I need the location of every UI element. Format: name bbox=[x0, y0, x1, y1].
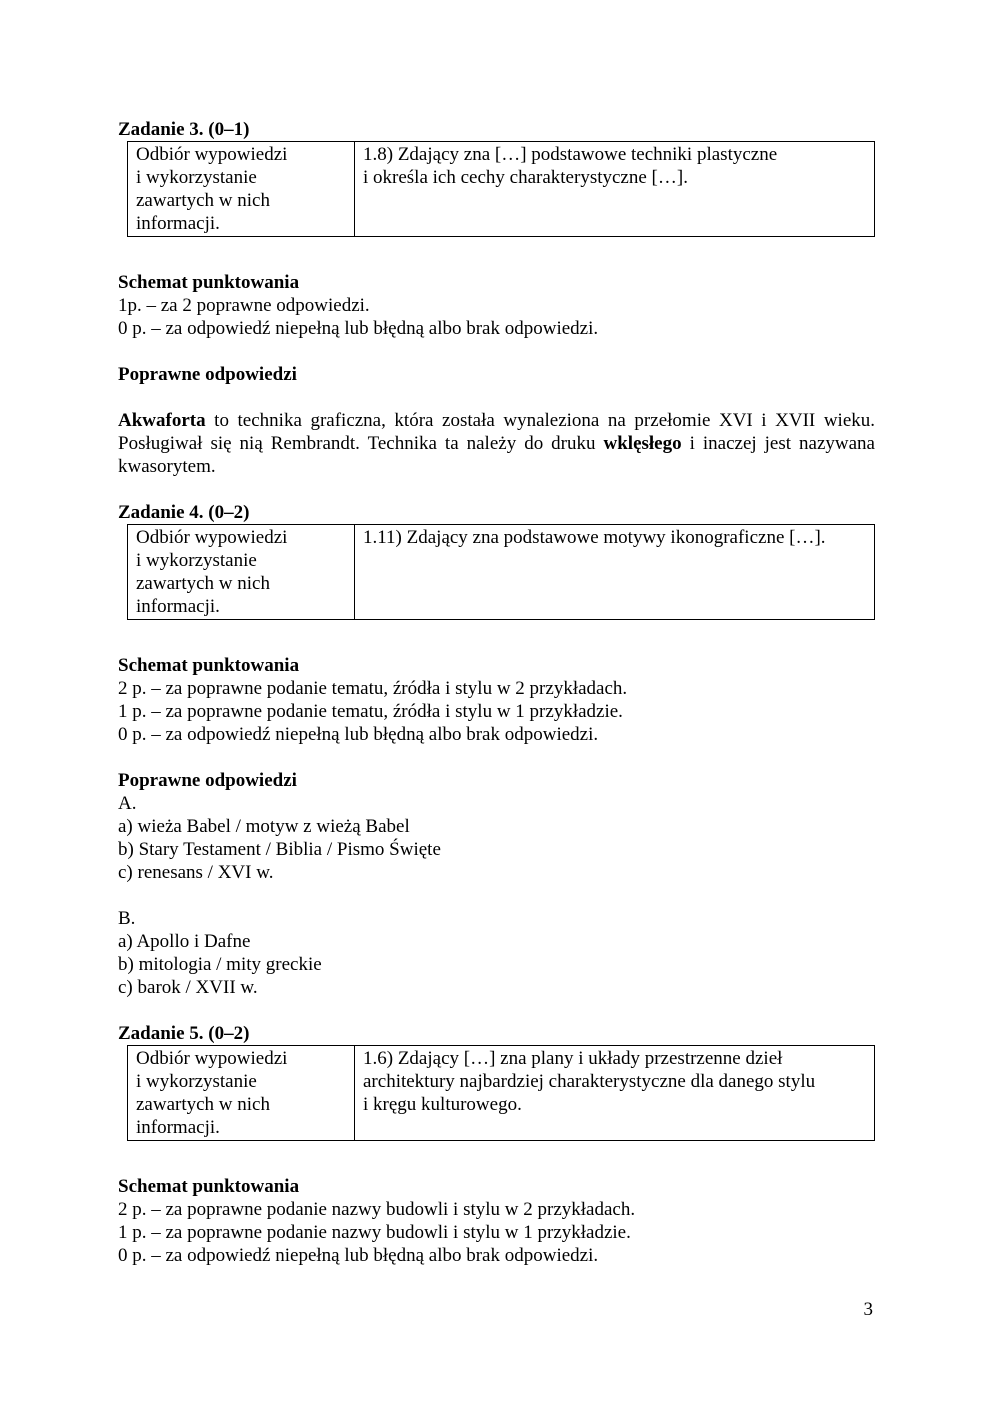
task-4-scoring-heading: Schemat punktowania bbox=[118, 655, 300, 676]
answer-bold-term: Akwaforta bbox=[118, 410, 206, 431]
document-page bbox=[118, 118, 875, 1267]
requirement-line: zawartych w nich bbox=[136, 190, 270, 211]
scoring-line: 0 p. – za odpowiedź niepełną lub błędną albo brak odpowiedzi. bbox=[118, 318, 599, 339]
answer-line: b) mitologia / mity greckie bbox=[118, 954, 322, 975]
task-5-scoring-heading: Schemat punktowania bbox=[118, 1176, 300, 1197]
task-3-general-requirement bbox=[128, 142, 355, 237]
requirement-line: i wykorzystanie bbox=[136, 1071, 257, 1092]
requirement-line: i wykorzystanie bbox=[136, 550, 257, 571]
requirement-line: 1.6) Zdający […] zna plany i układy przestrzenne dzieł bbox=[363, 1048, 783, 1069]
task-5-general-requirement bbox=[128, 1046, 355, 1141]
answer-line: c) renesans / XVI w. bbox=[118, 862, 274, 883]
task-5-requirements-table bbox=[127, 1045, 875, 1141]
requirement-line: i określa ich cechy charakterystyczne […]. bbox=[363, 167, 688, 188]
requirement-line: 1.11) Zdający zna podstawowe motywy ikonograficzne […]. bbox=[363, 527, 826, 548]
requirement-line: Odbiór wypowiedzi bbox=[136, 144, 288, 165]
answer-text: i inaczej jest nazywana kwasorytem. bbox=[118, 433, 875, 477]
scoring-line: 0 p. – za odpowiedź niepełną lub błędną albo brak odpowiedzi. bbox=[118, 1245, 599, 1266]
requirement-line: Odbiór wypowiedzi bbox=[136, 527, 288, 548]
task-3-title: Zadanie 3. (0–1) bbox=[118, 119, 250, 140]
task-3-specific-requirement bbox=[355, 142, 875, 237]
answer-line: a) Apollo i Dafne bbox=[118, 931, 251, 952]
requirement-line: informacji. bbox=[136, 596, 220, 617]
answer-line: b) Stary Testament / Biblia / Pismo Święte bbox=[118, 839, 441, 860]
task-3-scoring-heading: Schemat punktowania bbox=[118, 272, 300, 293]
scoring-line: 2 p. – za poprawne podanie tematu, źródła i stylu w 2 przykładach. bbox=[118, 678, 628, 699]
answer-line: a) wieża Babel / motyw z wieżą Babel bbox=[118, 816, 410, 837]
task-3-answers-heading: Poprawne odpowiedzi bbox=[118, 364, 297, 385]
requirement-line: architektury najbardziej charakterystyczne dla danego stylu bbox=[363, 1071, 816, 1092]
answer-group-label: A. bbox=[118, 793, 137, 814]
task-5-title: Zadanie 5. (0–2) bbox=[118, 1023, 250, 1044]
answer-group-label: B. bbox=[118, 908, 136, 929]
scoring-line: 1 p. – za poprawne podanie nazwy budowli i stylu w 1 przykładzie. bbox=[118, 1222, 631, 1243]
requirement-line: informacji. bbox=[136, 213, 220, 234]
task-4-specific-requirement bbox=[355, 525, 875, 620]
requirement-line: zawartych w nich bbox=[136, 1094, 270, 1115]
task-3-answer-paragraph bbox=[118, 409, 875, 478]
scoring-line: 2 p. – za poprawne podanie nazwy budowli i stylu w 2 przykładach. bbox=[118, 1199, 636, 1220]
task-5-specific-requirement bbox=[355, 1046, 875, 1141]
requirement-line: 1.8) Zdający zna […] podstawowe techniki plastyczne bbox=[363, 144, 778, 165]
task-4-title: Zadanie 4. (0–2) bbox=[118, 502, 250, 523]
scoring-line: 1p. – za 2 poprawne odpowiedzi. bbox=[118, 295, 370, 316]
task-4-requirements-table bbox=[127, 524, 875, 620]
task-3-requirements-table bbox=[127, 141, 875, 237]
requirement-line: i wykorzystanie bbox=[136, 167, 257, 188]
scoring-line: 0 p. – za odpowiedź niepełną lub błędną albo brak odpowiedzi. bbox=[118, 724, 599, 745]
page-number: 3 bbox=[863, 1299, 873, 1320]
task-4-answers-heading: Poprawne odpowiedzi bbox=[118, 770, 297, 791]
answer-bold-term: wklęsłego bbox=[603, 433, 682, 454]
scoring-line: 1 p. – za poprawne podanie tematu, źródła i stylu w 1 przykładzie. bbox=[118, 701, 623, 722]
answer-line: c) barok / XVII w. bbox=[118, 977, 258, 998]
task-4-general-requirement bbox=[128, 525, 355, 620]
requirement-line: i kręgu kulturowego. bbox=[363, 1094, 522, 1115]
requirement-line: informacji. bbox=[136, 1117, 220, 1138]
requirement-line: zawartych w nich bbox=[136, 573, 270, 594]
requirement-line: Odbiór wypowiedzi bbox=[136, 1048, 288, 1069]
answer-text: to technika graficzna, która została wynaleziona na przełomie XVI i XVII wieku. Posługiwał się nią Rembrandt. Technika ta należy do druku bbox=[118, 410, 875, 454]
